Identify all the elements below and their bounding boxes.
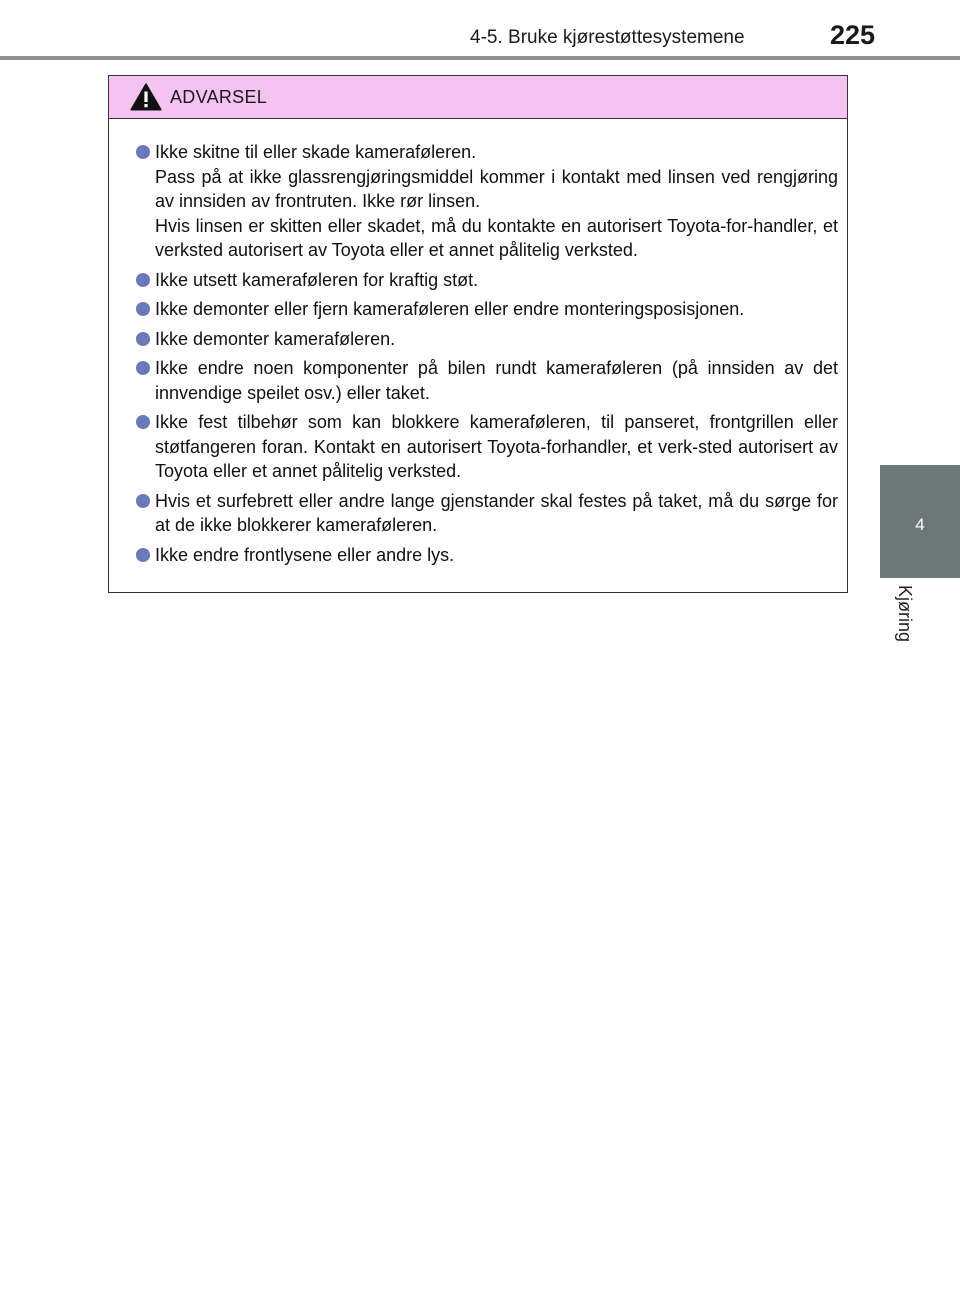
warning-box bbox=[108, 75, 848, 593]
bullet-dot-icon bbox=[136, 494, 150, 508]
warning-triangle-icon bbox=[130, 83, 162, 111]
bullet-dot-icon bbox=[136, 302, 150, 316]
item-text: Ikke demonter eller fjern kameraføleren eller endre monteringsposisjonen. bbox=[155, 299, 745, 319]
section-title: 4-5. Bruke kjørestøttesystemene bbox=[470, 27, 745, 48]
page-number: 225 bbox=[830, 20, 876, 50]
list-item bbox=[135, 410, 838, 484]
bullet-dot-icon bbox=[136, 145, 150, 159]
item-text: Ikke skitne til eller skade kameraføleren. bbox=[155, 142, 477, 162]
list-item bbox=[135, 543, 838, 568]
list-item bbox=[135, 268, 838, 293]
bullet-dot-icon bbox=[136, 548, 150, 562]
bullet-dot-icon bbox=[136, 332, 150, 346]
chapter-label: Kjøring bbox=[895, 585, 915, 643]
list-item bbox=[135, 489, 838, 538]
bullet-dot-icon bbox=[136, 273, 150, 287]
item-text: Ikke fest tilbehør som kan blokkere kameraføleren, til panseret, frontgrillen eller støtfangeren foran. Kontakt en autorisert Toyota-forhandler, et verk-sted autorisert av Toyota eller et annet pålitelig verksted. bbox=[155, 412, 838, 481]
list-item bbox=[135, 327, 838, 352]
bullet-dot-icon bbox=[136, 415, 150, 429]
list-item bbox=[135, 356, 838, 405]
warning-list bbox=[109, 119, 847, 567]
item-text: Pass på at ikke glassrengjøringsmiddel kommer i kontakt med linsen ved rengjøring av innsiden av frontruten. Ikke rør linsen. bbox=[155, 166, 838, 211]
list-item bbox=[135, 297, 838, 322]
item-text: Ikke demonter kameraføleren. bbox=[155, 328, 396, 349]
item-text: Hvis linsen er skitten eller skadet, må du kontakte en autorisert Toyota-for-handler, et verksted autorisert av Toyota eller et annet pålitelig verksted. bbox=[155, 215, 838, 260]
header-divider bbox=[0, 56, 960, 60]
item-text: Ikke utsett kameraføleren for kraftig støt. bbox=[155, 269, 479, 290]
item-text: Ikke endre frontlysene eller andre lys. bbox=[155, 544, 455, 565]
chapter-number: 4 bbox=[915, 515, 925, 534]
warning-header bbox=[109, 76, 847, 119]
item-text: Ikke endre noen komponenter på bilen rundt kameraføleren (på innsiden av det innvendige speilet osv.) eller taket. bbox=[155, 358, 838, 403]
chapter-label-container bbox=[894, 585, 924, 665]
chapter-tab[interactable] bbox=[880, 465, 960, 578]
bullet-dot-icon bbox=[136, 361, 150, 375]
item-text: Hvis et surfebrett eller andre lange gjenstander skal festes på taket, må du sørge for at de ikke blokkerer kameraføleren. bbox=[155, 490, 838, 535]
warning-title: ADVARSEL bbox=[170, 87, 268, 107]
list-item bbox=[135, 140, 838, 263]
